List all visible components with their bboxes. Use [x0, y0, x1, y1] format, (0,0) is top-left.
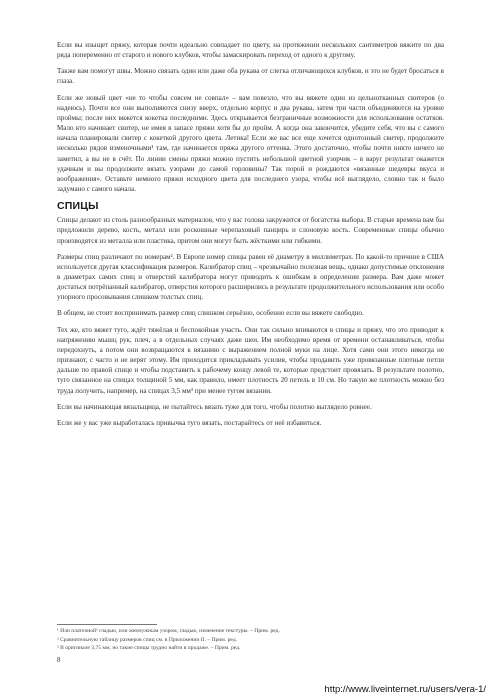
- footnote: ² Сравнительную таблицу размеров спиц см. в Приложении II. – Прим. ред.: [57, 636, 238, 643]
- page-body: [57, 40, 444, 434]
- paragraph: Если вы начинающая вязальщица, не пытайтесь вязать туже для того, чтобы полотно выглядело ровнее.: [57, 402, 372, 411]
- footnote: ¹ Или платочной² гладью, или жемчужным узором, гладью, изменение текстуры. – Прим. ред.: [57, 628, 280, 634]
- footnote: ³ В оригинале 3,75 мм, но такие спицы трудно найти в продаже. – Прим. ред.: [57, 645, 241, 652]
- paragraph: Спицы делают из столь разнообразных материалов, что у вас голова закружится от богатства выбора. В старые времена вам бы предложили дерево, кость, металл или роскошные черепаховый панцирь и слоновую кость. Современные спицы обычно производятся из металла или пластика, притом они могут быть жёсткими или гибкими.: [57, 216, 444, 245]
- section-heading: СПИЦЫ: [57, 200, 99, 213]
- footnotes: [57, 627, 444, 653]
- paragraph: Если же новый цвет «не то чтобы совсем не совпал» – вам повезло, что вы вяжете один из цельнотканных свитеров (о надеюсь). Почти все они выполняются снизу вверх, отдельно корпус и два рукава, затем три части объединяются на уровне проймы; после них вяжется кокетка последними. Здесь открывается безграничные возможности для использования остатков. Мало кто начинает свитер, не имея в запасе пряжи хотя бы до пройм. А когда она закончится, убедите себя, что вы с самого начала планировали свитер с кокеткой другого цвета. Летика! Если же вас все еще хочется однотонный свитер, продолжите несколько рядов изменочными¹ там, где начинается пряжа другого оттенка. Этого достаточно, чтобы почти никто ничего не заметил, а вы не в счёт. По линии смены пряжи можно пустить небольшой цветной узорчик – в варуг результат окажется удачным и вы продолжите вязать узорами до самой горловины? Так порой и рождаются «вязанные шедевры вкуса и воображения». Оставьте немного пряжи исходного цвета для последнего узора, чтобы всё выглядело, словно так и было задумано с самого начала.: [57, 93, 444, 194]
- paragraph: Если вы изыщет пряжу, которая почти идеально совпадает по цвету, на протяжении нескольких сантиметров вяжите по два ряда попеременно от старого и нового клубков, чтобы замаскировать переход от одного к другому.: [57, 41, 444, 60]
- paragraph: Размеры спиц различают по номерам². В Европе номер спицы равен её диаметру в миллиметрах. По какой-то причине в США используется другая классификация размеров. Калибратор спиц – чрезвычайно полезная вещь, однако допустимые отклонения в диаметрах самих спиц и отверстий калибратора могут приводить к ошибкам в определении размера. Вам даже может достаться потрёпанный калибратор, отверстия которого расширились в результате продолжительного использования или особо упорного просовывания слишком толстых спиц.: [57, 252, 444, 302]
- paragraph: Тех же, кто вяжет туго, ждёт тяжёлая и беспокойная участь. Они так сильно впиваются в спицы и пряжу, что это приводит к напряжению мышц рук, плеч, а в отдельных случаях даже шеи. Им необходимо время от времени останавливаться, чтобы передохнуть, а потом они возвращаются к вязанию с выражением полной муки на лице. Хотя сами они этого никогда не признают, с часто и не верят этому. Им приходится прикладывать усилия, чтобы продавить уже провязанные плотные петли дальше по правой спице и чтобы подставить к рабочему концу левой те, которые предстоит провязать. В результате полотно, туго связанное на спицах толщиной 5 мм, как правило, имеет плотность 20 петель в 10 см. Но такую же плотность можно без труда получить, например, на спицах 3,5 мм³ при менее тугом вязании.: [57, 325, 444, 395]
- page-number: 8: [57, 656, 61, 664]
- footnote-divider: [57, 624, 157, 625]
- paragraph: Также вам помогут швы. Можно связать один или даже оба рукава от слегка отличающихся клубков, и это не будет бросаться в глаза.: [57, 67, 444, 86]
- watermark-url: http://www.liveinternet.ru/users/vera-1/: [324, 684, 486, 695]
- paragraph: Если же у вас уже выработалась привычка туго вязать, постарайтесь от неё избавиться.: [57, 418, 322, 427]
- paragraph: В общем, не стоит воспринимать размер спиц слишком серьёзно, особенно если вы вяжете свободно.: [57, 309, 364, 318]
